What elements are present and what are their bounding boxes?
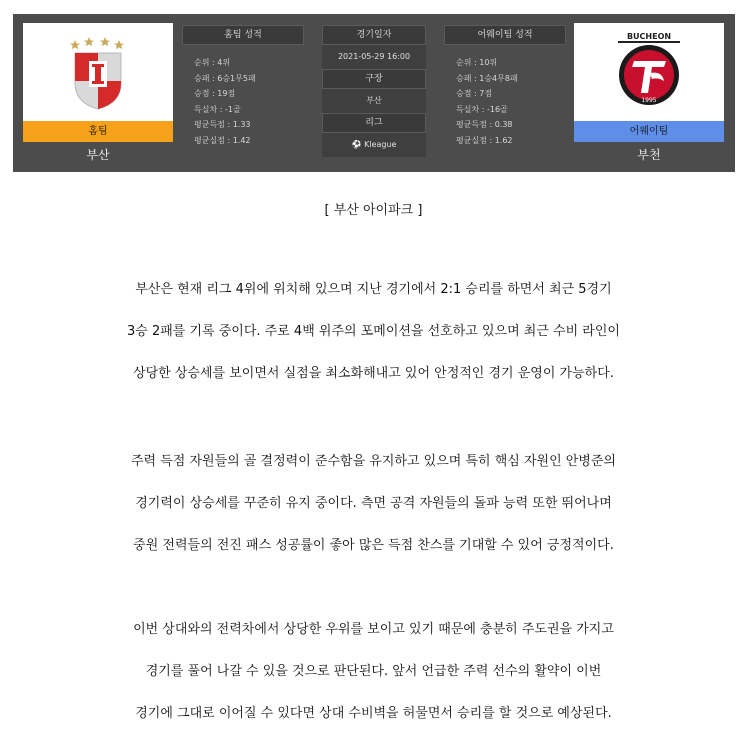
away-stat-record: 승패 : 1승4무8패	[456, 73, 518, 83]
match-league	[322, 133, 426, 157]
soccer-ball-icon: ⚽	[351, 140, 362, 149]
home-stat-points: 승점 : 19점	[194, 89, 236, 98]
paragraph-3-line-3: 경기에 그대로 이어질 수 있다면 상대 수비벽을 허물면서 승리를 할 것으로 예상된다.	[135, 706, 612, 721]
paragraph-3-line-2: 경기를 풀어 나갈 수 있을 것으로 판단된다. 앞서 언급한 주력 선수의 활약이 이번	[145, 664, 602, 679]
paragraph-2-line-2: 경기력이 상승세를 꾸준히 유지 중이다. 측면 공격 자원들의 돌파 능력 또한 뛰어나며	[135, 496, 612, 511]
paragraph-2-line-1: 주력 득점 자원들의 골 결정력이 준수함을 유지하고 있으며 특히 핵심 자원인 안병준의	[131, 454, 616, 469]
paragraph-1	[0, 269, 747, 395]
away-stat-points: 승점 : 7점	[456, 89, 493, 98]
home-role-label: 홈팀	[23, 121, 173, 142]
home-stats-panel	[182, 25, 304, 162]
match-venue: 부산	[322, 89, 426, 113]
home-stat-record: 승패 : 6승1무5패	[194, 73, 256, 83]
home-team-logo	[23, 23, 173, 121]
match-date: 2021-05-29 16:00	[322, 45, 426, 69]
away-stat-rank: 순위 : 10위	[456, 58, 498, 67]
venue-title: [ 부산 아이파크 ]	[324, 203, 423, 218]
home-stats-header: 홈팀 성적	[182, 25, 304, 45]
away-stats-panel	[444, 25, 566, 162]
paragraph-2	[0, 441, 747, 567]
match-details-panel	[322, 25, 426, 157]
venue-header: 구장	[322, 69, 426, 89]
away-stat-avg-conceded: 평균실점 : 1.62	[456, 135, 513, 145]
home-stat-avg-conceded: 평균실점 : 1.42	[194, 135, 251, 145]
paragraph-3	[0, 609, 747, 735]
away-role-label: 어웨이팀	[574, 121, 724, 142]
away-stat-avg-scored: 평균득점 : 0.38	[456, 120, 513, 129]
bucheon-crest-icon	[574, 23, 724, 121]
away-team-name: 부천	[637, 148, 661, 162]
home-team-name: 부산	[86, 148, 110, 162]
paragraph-1-line-2: 3승 2패를 기록 중이다. 주로 4백 위주의 포메이션을 선호하고 있으며 최근 수비 라인이	[127, 324, 620, 339]
away-stats-header: 어웨이팀 성적	[444, 25, 566, 45]
match-info-card	[13, 14, 735, 172]
home-stat-goal-diff: 득실차 : -1골	[194, 104, 241, 114]
away-stat-goal-diff: 득실차 : -16골	[456, 104, 508, 114]
paragraph-1-line-1: 부산은 현재 리그 4위에 위치해 있으며 지난 경기에서 2:1 승리를 하면서 최근 5경기	[135, 282, 612, 297]
date-header: 경기일자	[322, 25, 426, 45]
crest-text-top: BUCHEON	[626, 32, 672, 41]
league-header: 리그	[322, 113, 426, 133]
paragraph-2-line-3: 중원 전력들의 전진 패스 성공률이 좋아 많은 득점 찬스를 기대할 수 있어 긍정적이다.	[133, 538, 614, 553]
home-stat-rank: 순위 : 4위	[194, 58, 231, 67]
away-team-logo	[574, 23, 724, 121]
league-name: Kleague	[364, 140, 397, 149]
paragraph-3-line-1: 이번 상대와의 전력차에서 상당한 우위를 보이고 있기 때문에 충분히 주도권을 가지고	[133, 622, 614, 637]
crest-text-year: 1995	[641, 97, 657, 104]
home-stat-avg-scored: 평균득점 : 1.33	[194, 120, 251, 129]
paragraph-1-line-3: 상당한 상승세를 보이면서 실점을 최소화해내고 있어 안정적인 경기 운영이 가능하다.	[133, 366, 614, 381]
busan-crest-icon	[23, 23, 173, 121]
